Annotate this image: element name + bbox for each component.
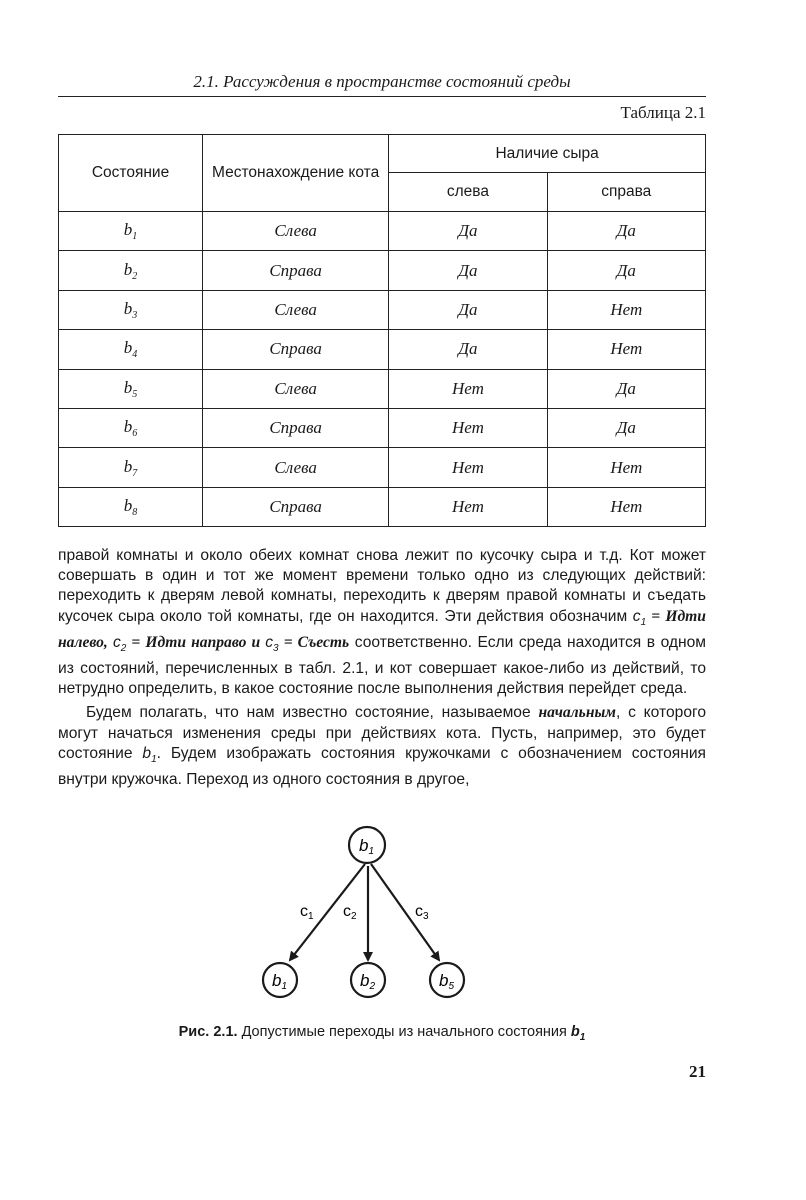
cell-cheese-right: Да <box>547 212 705 251</box>
figure-caption-label: Рис. 2.1. <box>178 1024 238 1040</box>
edge-c2-label: c2 <box>343 903 357 922</box>
cell-state: $b_5$ <box>59 369 203 408</box>
action-c1: $c_1$ <box>632 607 647 628</box>
header-cat-location: Местонахождение кота <box>203 135 389 212</box>
cell-state: $b_3$ <box>59 290 203 329</box>
cell-location: Слева <box>203 369 389 408</box>
cell-cheese-right: Да <box>547 369 705 408</box>
figure-caption <box>58 1024 706 1043</box>
cell-state: $b_7$ <box>59 448 203 487</box>
cell-cheese-left: Нет <box>389 487 547 526</box>
cell-state: $b_2$ <box>59 251 203 290</box>
cell-cheese-left: Нет <box>389 408 547 447</box>
cell-location: Справа <box>203 408 389 447</box>
action-c3: $c_3$ <box>265 633 279 654</box>
state-b1: $b_1$ <box>142 744 157 765</box>
cell-cheese-right: Да <box>547 408 705 447</box>
term-initial: начальным <box>538 704 616 722</box>
cell-cheese-left: Нет <box>389 448 547 487</box>
action-c1-text: = Идти налево, <box>58 607 706 651</box>
running-header: 2.1. Рассуждения в пространстве состояний среды <box>58 72 706 97</box>
table-body <box>59 212 706 527</box>
figure-caption-text: Допустимые переходы из начального состояния <box>241 1024 567 1040</box>
cell-cheese-right: Нет <box>547 330 705 369</box>
action-c2-text: = Идти направо и <box>126 633 266 651</box>
edge-c1-label: c1 <box>300 903 314 922</box>
table-row <box>59 487 706 526</box>
node-b2-label: b2 <box>360 971 376 992</box>
table-caption: Таблица 2.1 <box>620 103 706 122</box>
edge-c3 <box>371 864 439 960</box>
node-b1-label: b1 <box>272 971 288 992</box>
action-c3-text: = Съесть <box>278 633 350 651</box>
paragraph-2-text-3: . Будем изображать состояния кружочками с обозначением состояния внутри кружочка. Переход из одного состояния в другое, <box>58 744 706 789</box>
figure-caption-state: $b_1$ <box>570 1024 586 1043</box>
cell-cheese-left: Да <box>389 212 547 251</box>
paragraph-2 <box>58 703 706 790</box>
header-right: справа <box>547 173 705 212</box>
cell-location: Слева <box>203 448 389 487</box>
table-row <box>59 448 706 487</box>
action-c2: $c_2$ <box>112 633 127 654</box>
cell-location: Справа <box>203 251 389 290</box>
cell-cheese-left: Нет <box>389 369 547 408</box>
edge-c3-label: c3 <box>415 903 429 922</box>
cell-state: $b_6$ <box>59 408 203 447</box>
cell-state: $b_4$ <box>59 330 203 369</box>
cell-cheese-right: Да <box>547 251 705 290</box>
cell-cheese-right: Нет <box>547 487 705 526</box>
cell-state: $b_1$ <box>59 212 203 251</box>
header-left: слева <box>389 173 547 212</box>
cell-cheese-right: Нет <box>547 448 705 487</box>
paragraph-1-text-2: соответственно. Если среда находится в одном из состояний, перечисленных в табл. 2.1, и кот совершает какое-либо из действий, то нетрудно определить, в какое состояние после выполнения действия перейдет среда. <box>58 633 706 698</box>
header-cheese: Наличие сыра <box>389 135 706 173</box>
node-root-label: b1 <box>359 836 375 857</box>
table-row <box>59 408 706 447</box>
header-state: Состояние <box>59 135 203 212</box>
table-row <box>59 212 706 251</box>
cell-location: Слева <box>203 290 389 329</box>
states-table <box>58 134 706 527</box>
page-number: 21 <box>689 1062 706 1081</box>
paragraph-1 <box>58 546 706 699</box>
cell-cheese-left: Да <box>389 290 547 329</box>
paragraph-1-text: правой комнаты и около обеих комнат снова лежит по кусочку сыра и т.д. Кот может совершать в один и тот же момент времени только одно из следующих действий: переходить к дверям левой комнаты, переходить к дверям правой комнаты и съедать кусочек сыра около той комнаты, где он находится. Эти действия обозначим <box>58 547 706 625</box>
cell-cheese-left: Да <box>389 251 547 290</box>
cell-cheese-left: Да <box>389 330 547 369</box>
cell-location: Справа <box>203 487 389 526</box>
cell-state: $b_8$ <box>59 487 203 526</box>
node-b5-label: b5 <box>439 971 455 992</box>
body-text <box>58 546 706 790</box>
table-row <box>59 369 706 408</box>
paragraph-2-text-2: , с которого могут начаться изменения среды при действиях кота. Пусть, например, это будет состояние <box>58 704 707 762</box>
paragraph-2-text: Будем полагать, что нам известно состояние, называемое <box>86 704 531 722</box>
table-row <box>59 330 706 369</box>
cell-cheese-right: Нет <box>547 290 705 329</box>
transition-diagram <box>230 820 490 1010</box>
table-row <box>59 290 706 329</box>
cell-location: Справа <box>203 330 389 369</box>
cell-location: Слева <box>203 212 389 251</box>
table-row <box>59 251 706 290</box>
